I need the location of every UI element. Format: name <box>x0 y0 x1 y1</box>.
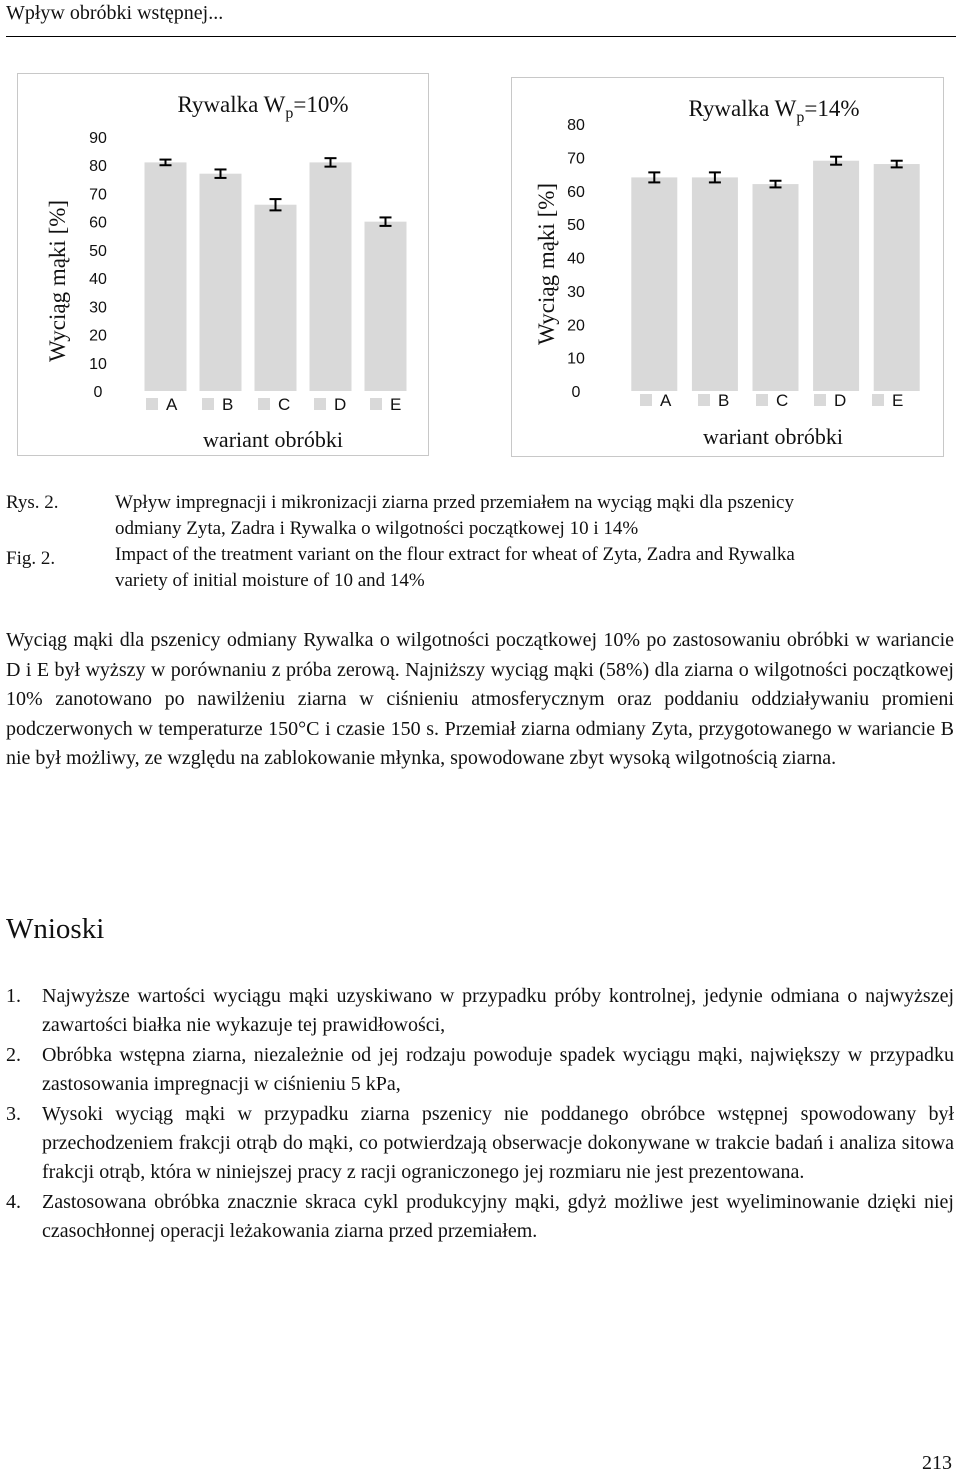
legend-swatch <box>314 398 326 410</box>
list-item <box>6 1100 954 1187</box>
header-rule <box>6 36 956 37</box>
caption-text-pl-1: Wpływ impregnacji i mikronizacji ziarna przed przemiałem na wyciąg mąki dla pszenicy <box>115 492 794 513</box>
y-tick-label: 10 <box>89 355 107 373</box>
chart-left <box>17 73 429 456</box>
y-tick-label: 20 <box>89 327 107 345</box>
list-item-number: 3. <box>6 1103 21 1125</box>
list-item-number: 1. <box>6 985 21 1007</box>
y-tick-label: 10 <box>567 350 585 368</box>
bar-B <box>692 177 738 391</box>
legend-label: C <box>776 391 789 410</box>
chart-right-svg <box>512 78 943 456</box>
chart-title: Rywalka $W_p=10\%$ <box>177 92 349 122</box>
list-item-text: Zastosowana obróbka znacznie skraca cykl produkcyjny mąki, gdyż możliwe jest wyeliminowanie dzięki niej czasochłonnej operacji leżakowania ziarna przed przemiałem. <box>42 1191 954 1242</box>
caption-text-pl-2: odmiany Zyta, Zadra i Rywalka o wilgotności początkowej 10 i 14% <box>115 518 639 539</box>
legend-label: B <box>222 395 234 414</box>
y-ticks <box>567 117 585 401</box>
legend-label: C <box>278 395 291 414</box>
bar-A <box>631 177 677 391</box>
legend-label: D <box>834 391 847 410</box>
y-tick-label: 50 <box>567 217 585 235</box>
page-number: 213 <box>922 1452 952 1474</box>
list-item <box>6 1041 954 1099</box>
list-item-text: Najwyższe wartości wyciągu mąki uzyskiwano w przypadku próby kontrolnej, jedynie odmiana o najwyższej zawartości białka nie wykazuje tej prawidłowości, <box>42 985 954 1036</box>
list-item <box>6 982 954 1040</box>
y-tick-label: 0 <box>93 384 103 401</box>
bar-E <box>874 164 920 391</box>
list-item-number: 2. <box>6 1044 21 1066</box>
legend <box>640 391 903 410</box>
legend-label: E <box>390 395 402 414</box>
y-tick-label: 30 <box>567 283 585 301</box>
y-tick-label: 60 <box>567 183 585 201</box>
x-axis-label: wariant obróbki <box>203 427 343 452</box>
bar-E <box>365 222 407 391</box>
body-paragraph: Wyciąg mąki dla pszenicy odmiany Rywalka o wilgotności początkowej 10% po zastosowaniu obróbki w wariancie D i E był wyższy w porównaniu z próba zerową. Najniższy wyciąg mąki (58%) dla ziarna o wilgotności początkowej 10% zanotowano po nawilżeniu ziarna w ciśnieniu atmosferycznym oraz poddaniu oddziaływaniu promieni podczerwonych w temperaturze 150°C i czasie 150 s. Przemiał ziarna odmiany Zyta, przygotowanego w wariancie B nie był możliwy, ze względu na zablokowanie młynka, spowodowane zbyt wysoką wilgotnością ziarna. <box>6 629 954 769</box>
x-axis-label: wariant obróbki <box>703 424 843 449</box>
y-tick-label: 90 <box>89 130 107 147</box>
conclusions-list <box>6 982 954 1247</box>
legend-label: A <box>166 395 178 414</box>
caption-label-en: Fig. 2. <box>6 548 56 569</box>
running-title: Wpływ obróbki wstępnej... <box>6 2 224 24</box>
y-tick-label: 70 <box>89 186 107 204</box>
y-tick-label: 80 <box>89 158 107 176</box>
y-tick-label: 0 <box>571 384 581 401</box>
bar-D <box>813 161 859 391</box>
caption-label-pl: Rys. 2. <box>6 492 59 513</box>
legend-swatch <box>872 394 884 406</box>
legend-label: A <box>660 391 672 410</box>
list-item-text: Wysoki wyciąg mąki w przypadku ziarna pszenicy nie poddanego obróbce wstępnej spowodowany był przechodzeniem frakcji otrąb do mąki, co potwierdzają obserwacje dokonywane w trakcie badań i analiza sitowa frakcji otrąb, która w niniejszej pracy z racji ograniczonego jej rozmiaru nie jest prezentowana. <box>42 1103 954 1183</box>
list-item-text: Obróbka wstępna ziarna, niezależnie od jej rodzaju powoduje spadek wyciągu mąki, największy w przypadku zastosowania impregnacji w ciśnieniu 5 kPa, <box>42 1044 954 1095</box>
legend-label: D <box>334 395 347 414</box>
bar-A <box>145 162 187 391</box>
caption-text-en-1: Impact of the treatment variant on the flour extract for wheat of Zyta, Zadra and Rywalka <box>115 544 795 565</box>
legend-swatch <box>698 394 710 406</box>
y-tick-label: 80 <box>567 117 585 134</box>
y-ticks <box>89 130 107 401</box>
y-tick-label: 50 <box>89 242 107 260</box>
y-tick-label: 40 <box>567 250 585 268</box>
figure-caption <box>0 490 960 600</box>
y-axis-label: Wyciąg mąki [%] <box>45 199 70 363</box>
bars <box>631 157 919 391</box>
legend-label: E <box>892 391 904 410</box>
y-axis-label: Wyciąg mąki [%] <box>534 182 559 346</box>
legend-swatch <box>370 398 382 410</box>
legend-label: B <box>718 391 730 410</box>
chart-title: Rywalka $W_p=14\%$ <box>688 96 860 126</box>
section-heading-conclusions: Wnioski <box>6 913 105 945</box>
list-item-number: 4. <box>6 1191 21 1213</box>
y-tick-label: 20 <box>567 317 585 335</box>
bar-D <box>310 162 352 391</box>
legend-swatch <box>258 398 270 410</box>
y-tick-label: 70 <box>567 150 585 168</box>
y-tick-label: 60 <box>89 214 107 232</box>
chart-left-svg <box>18 74 428 455</box>
legend-swatch <box>202 398 214 410</box>
bar-C <box>255 205 297 391</box>
legend <box>146 395 401 414</box>
caption-text-en-2: variety of initial moisture of 10 and 14% <box>115 570 425 591</box>
legend-swatch <box>814 394 826 406</box>
legend-swatch <box>146 398 158 410</box>
legend-swatch <box>640 394 652 406</box>
bar-C <box>753 184 799 391</box>
list-item <box>6 1188 954 1246</box>
y-tick-label: 40 <box>89 271 107 289</box>
chart-right <box>511 77 944 457</box>
y-tick-label: 30 <box>89 299 107 317</box>
bar-B <box>200 174 242 391</box>
bars <box>145 158 407 391</box>
legend-swatch <box>756 394 768 406</box>
